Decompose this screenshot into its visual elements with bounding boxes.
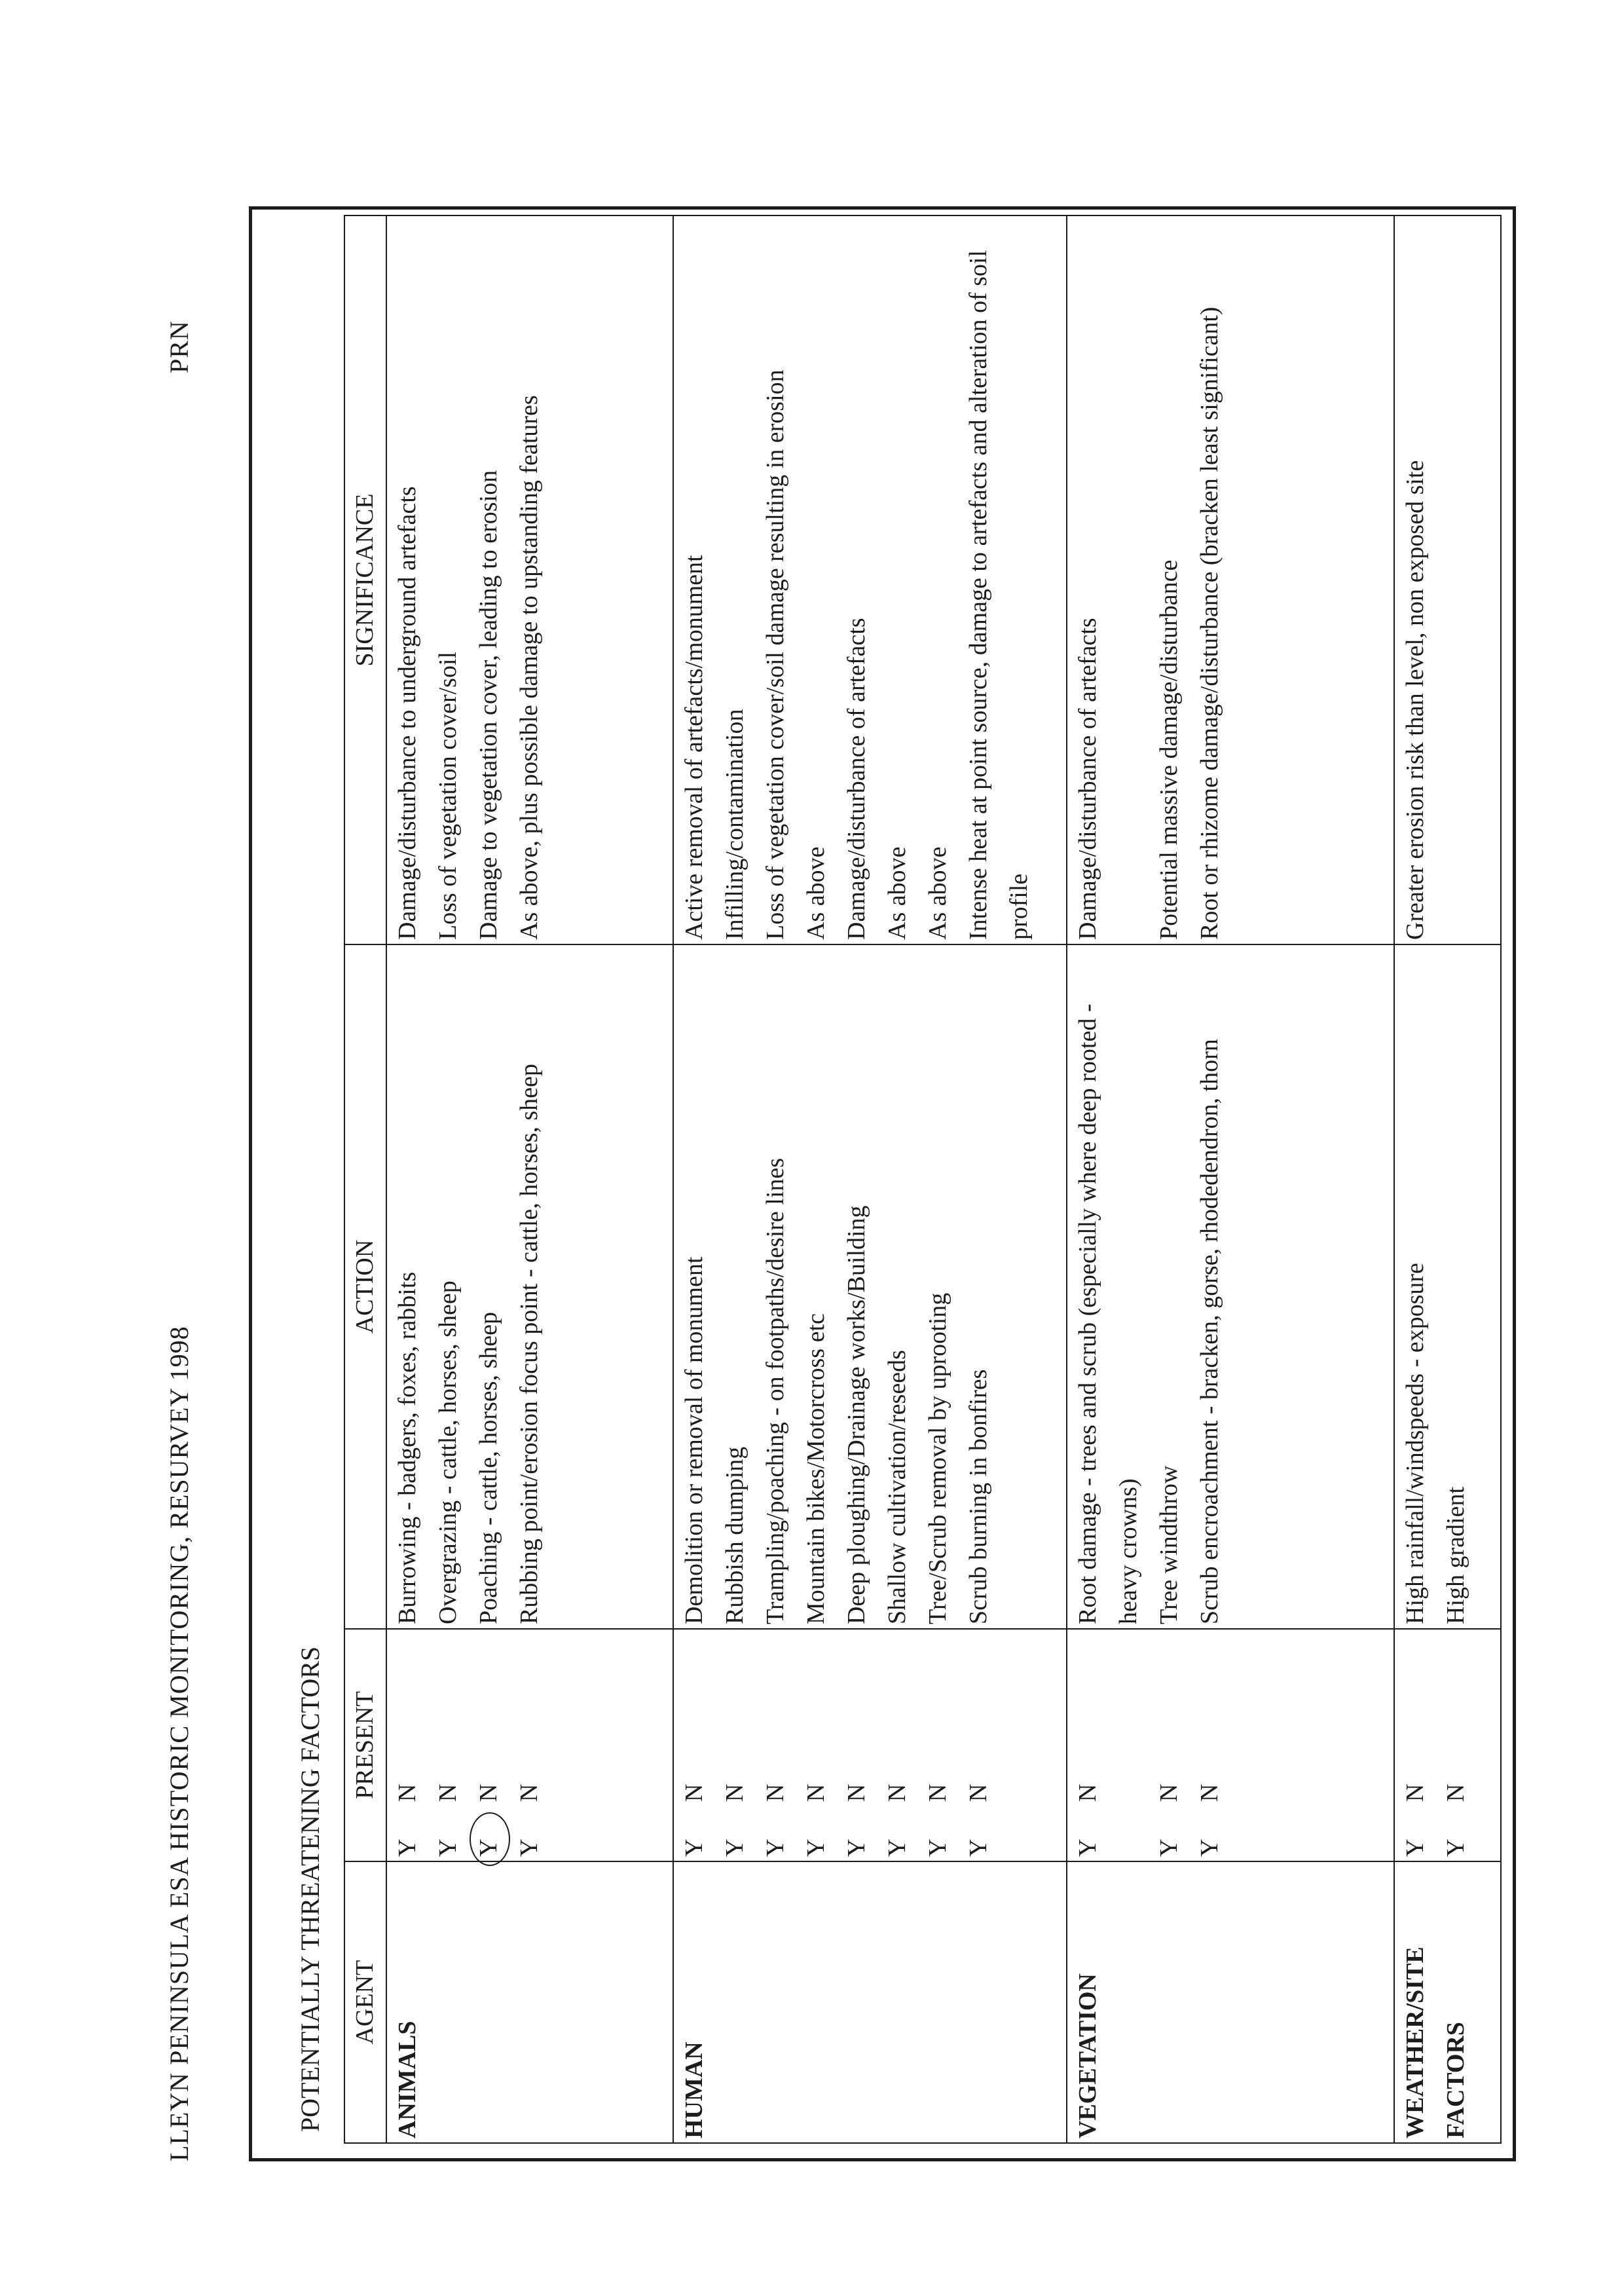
present-yes: Y [515,1838,543,1857]
significance-text: Root or rhizome damage/disturbance (bracken least significant) [1195,307,1223,940]
action-cell [673,944,1067,1629]
significance-cell [386,215,673,944]
present-values [836,1633,877,1857]
present-yes: Y [1073,1838,1101,1857]
present-yes: Y [923,1838,951,1857]
action-text: Scrub burning in bonfires [964,1369,992,1624]
present-values [387,1633,428,1857]
present-values [877,1633,917,1857]
significance-text: As above, plus possible damage to upstanding features [515,395,543,940]
action-cell [1067,944,1394,1629]
present-values [714,1633,755,1857]
present-values [1395,1633,1435,1857]
present-yes: Y [842,1838,870,1857]
circled-mark [470,1812,510,1866]
present-values [1435,1633,1476,1857]
significance-text: Loss of vegetation cover/soil [434,651,462,940]
prn-label: PRN [164,320,194,373]
significance-text: Damage/disturbance of artefacts [842,618,870,940]
action-text: Poaching - cattle, horses, sheep [475,1312,502,1624]
present-no: N [1401,1783,1429,1802]
header-row [344,215,386,2143]
present-cell [1067,1629,1394,1861]
present-values [674,1633,714,1857]
agent-cell [386,1861,673,2143]
action-text: Tree/Scrub removal by uprooting [923,1292,951,1624]
present-values [1189,1633,1230,1857]
present-no: N [1073,1783,1101,1802]
present-no: N [1154,1783,1183,1802]
present-yes: Y [802,1838,830,1857]
present-values [1149,1633,1189,1857]
significance-text: Damage/disturbance of artefacts [1073,618,1101,940]
present-no: N [923,1783,951,1802]
present-no: N [1441,1783,1469,1802]
significance-text: Loss of vegetation cover/soil damage resulting in erosion [761,369,789,940]
present-values [428,1633,468,1857]
action-text: Overgrazing - cattle, horses, sheep [434,1280,462,1624]
action-text: Root damage - trees and scrub (especially where deep rooted - heavy crowns) [1073,1003,1142,1624]
present-no: N [1195,1783,1223,1802]
rotated-content [164,157,1545,2161]
present-yes: Y [1154,1838,1183,1857]
table-caption: POTENTIALLY THREATENING FACTORS [295,1646,325,2132]
present-no: N [761,1783,789,1802]
agent-label: ANIMALS [394,2021,421,2138]
significance-text: Intense heat at point source, damage to artefacts and alteration of soil profile [964,250,1033,940]
present-no: N [720,1783,748,1802]
present-yes: Y [434,1838,462,1857]
significance-cell [673,215,1067,944]
agent-label: WEATHER/SITE FACTORS [1401,1947,1469,2138]
significance-cell [1067,215,1394,944]
agent-cell [673,1861,1067,2143]
action-text: Deep ploughing/Drainage works/Building [842,1205,870,1624]
present-yes: Y [1195,1838,1223,1857]
threat-factors-frame [249,206,1516,2161]
action-cell [386,944,673,1629]
action-text: Shallow cultivation/reseeds [883,1350,911,1624]
present-values [917,1633,958,1857]
present-no: N [680,1783,708,1802]
column-header-action: ACTION [344,944,386,1629]
present-no: N [964,1783,992,1802]
action-text: High rainfall/windspeeds - exposure [1401,1263,1429,1624]
action-text: Scrub encroachment - bracken, gorse, rhodedendron, thorn [1195,1039,1223,1624]
column-header-present: PRESENT [344,1629,386,1861]
present-cell [673,1629,1067,1861]
present-yes: Y [680,1838,708,1857]
present-values [1067,1633,1149,1857]
action-text: High gradient [1441,1486,1469,1624]
significance-cell [1394,215,1501,944]
present-values [958,1633,1039,1857]
action-cell [1394,944,1501,1629]
action-text: Rubbish dumping [720,1446,748,1624]
group-row-vegetation [1067,215,1394,2143]
significance-text: Infilling/contamination [720,709,748,940]
present-yes: Y [883,1838,911,1857]
significance-text: Active removal of artefacts/monument [680,555,708,940]
present-no: N [883,1783,911,1802]
action-text: Demolition or removal of monument [680,1256,708,1624]
present-no: N [842,1783,870,1802]
significance-text [1435,220,1476,940]
action-text: Trampling/poaching - on footpaths/desire lines [761,1157,789,1624]
action-text: Tree windthrow [1154,1465,1183,1624]
agent-cell [1067,1861,1394,2143]
threat-factors-table [344,215,1502,2144]
present-no: N [802,1783,830,1802]
group-row-human [673,215,1067,2143]
present-yes: Y [394,1838,421,1857]
present-yes: Y [720,1838,748,1857]
significance-text: Damage to vegetation cover, leading to erosion [475,470,502,940]
action-text: Rubbing point/erosion focus point - cattle, horses, sheep [515,1064,543,1624]
present-values [509,1633,549,1857]
present-no: N [475,1783,502,1802]
present-values [796,1633,836,1857]
present-yes: Y [761,1838,789,1857]
action-text: Mountain bikes/Motorcross etc [802,1313,830,1624]
table-body [386,215,1501,2143]
significance-text: Greater erosion risk than level, non exposed site [1401,460,1429,940]
significance-text: As above [923,846,951,940]
significance-text: As above [883,846,911,940]
group-row-weather-site-factors [1394,215,1501,2143]
present-yes: Y [964,1838,992,1857]
group-row-animals [386,215,673,2143]
column-header-significance: SIGNIFICANCE [344,215,386,944]
column-header-agent: AGENT [344,1861,386,2143]
action-text: Burrowing - badgers, foxes, rabbits [394,1271,421,1624]
significance-text: As above [802,846,830,940]
present-values [755,1633,796,1857]
present-yes: Y [1441,1838,1469,1857]
present-cell [1394,1629,1501,1861]
agent-label: HUMAN [680,2042,708,2138]
agent-cell [1394,1861,1501,2143]
present-cell [386,1629,673,1861]
present-no: N [434,1783,462,1802]
present-no: N [515,1783,543,1802]
agent-label: VEGETATION [1073,1973,1101,2138]
significance-text: Damage/disturbance to underground artefacts [394,486,421,940]
document-header-title: LLEYN PENINSULA ESA HISTORIC MONITORING, RESURVEY 1998 [164,1326,194,2161]
present-yes: Y [1401,1838,1429,1857]
significance-text: Potential massive damage/disturbance [1154,559,1183,940]
present-no: N [394,1783,421,1802]
present-yes: Y [475,1838,502,1857]
